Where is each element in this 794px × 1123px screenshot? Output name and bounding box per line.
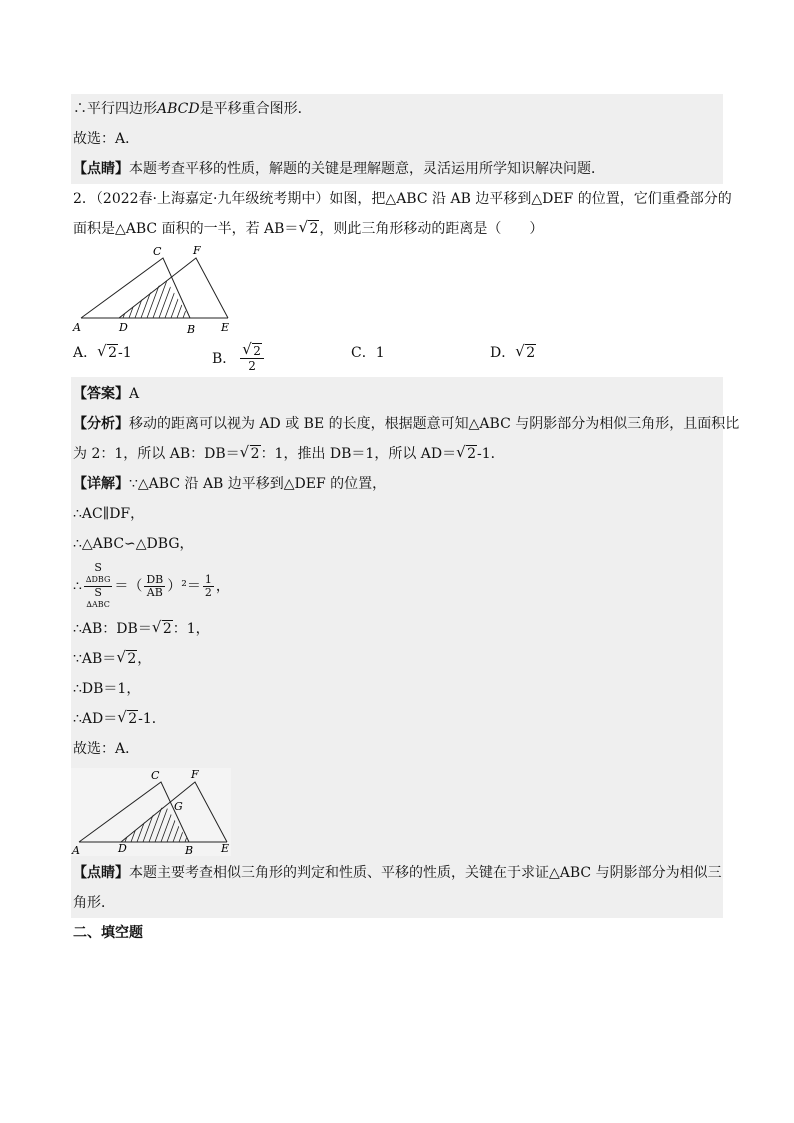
comment-line-2: 角形．: [71, 888, 723, 918]
label-D: D: [119, 321, 128, 334]
option-b-fraction: √ 2 2: [240, 344, 264, 373]
option-b: B． √ 2 2: [212, 344, 351, 373]
conclusion-line: [71, 94, 723, 124]
prev-answer-line: 故选：A．: [71, 124, 723, 154]
option-d: D．√ 2: [490, 344, 629, 373]
question-line-2-prefix: 面积是△ABC 面积的一半，若 AB＝: [73, 221, 299, 237]
half-fraction: $\frac{1}{2}$: [204, 573, 212, 599]
option-a: A．√ 2-1: [73, 344, 212, 373]
detail-line-5: ∴AB：DB＝√ 2：1，: [71, 614, 723, 644]
conclusion-italic: ABCD: [157, 101, 200, 117]
label-B: B: [187, 323, 196, 336]
option-d-sqrt: √ 2: [516, 344, 536, 362]
label-D: D: [118, 842, 127, 855]
label-B: B: [185, 844, 194, 856]
sqrt-symbol: √ 2: [299, 220, 319, 238]
detail-line-4: ∴ S ∆DBG S ∆ABC ＝（ $\frac{DB}{AB}$ ）²＝ $\frac{1}{2}$ ，: [71, 559, 723, 614]
label-E: E: [221, 321, 230, 334]
question-line-2-suffix: ，则此三角形移动的距离是（ ）: [319, 221, 544, 237]
comment-line-1: 【点睛】本题主要考查相似三角形的判定和性质、平移的性质，关键在于求证△ABC 与阴影部分为相似三: [71, 858, 723, 888]
comment-tag: 【点睛】: [73, 865, 129, 881]
page-content: [71, 94, 740, 948]
detail-line-6: ∵AB＝√ 2，: [71, 644, 723, 674]
option-c: C．1: [351, 345, 385, 361]
label-A: A: [72, 844, 80, 856]
analysis-line-2: 为 2：1，所以 AB：DB＝√ 2：1，推出 DB＝1，所以 AD＝√ 2-1．: [71, 439, 723, 469]
conclusion-suffix: 是平移重合图形．: [199, 101, 312, 117]
label-F: F: [193, 244, 201, 257]
answer-tag: 【答案】: [73, 386, 129, 402]
side-ratio-fraction: $\frac{DB}{AB}$: [146, 573, 164, 599]
answer-line: [71, 377, 723, 409]
label-C: C: [153, 245, 162, 258]
label-C: C: [151, 769, 160, 782]
options-row: [71, 336, 723, 377]
label-E: E: [221, 842, 230, 855]
option-a-sqrt: √ 2: [98, 344, 118, 362]
detail-line-7: ∴DB＝1，: [71, 674, 723, 704]
detail-line-3: ∴△ABC∽△DBG，: [71, 529, 723, 559]
label-A: A: [73, 321, 81, 334]
figure-triangles-1: [71, 244, 241, 336]
question-line-1: 2．（2022春·上海嘉定·九年级统考期中）如图，把△ABC 沿 AB 边平移到△DEF 的位置，它们重叠部分的: [73, 191, 732, 207]
answer-text: A: [129, 386, 140, 402]
prev-comment-tag: 【点睛】: [73, 161, 129, 177]
figure-triangles-2: [71, 768, 231, 856]
detail-tag: 【详解】: [73, 476, 129, 492]
analysis-line-1: 【分析】移动的距离可以视为 AD 或 BE 的长度，根据题意可知△ABC 与阴影部分为相似三角形，且面积比: [71, 409, 723, 439]
conclusion-prefix: ∴平行四边形: [73, 101, 157, 117]
label-F: F: [191, 768, 199, 781]
question-line-2: [71, 214, 723, 244]
analysis-tag: 【分析】: [73, 416, 129, 432]
prev-comment-line: [71, 154, 723, 184]
figure-2-container: [71, 764, 723, 858]
section-heading: 二、填空题: [73, 925, 143, 941]
detail-line-2: ∴AC∥DF，: [71, 499, 723, 529]
detail-line-9: 故选：A．: [71, 734, 723, 764]
detail-line-1: 【详解】∵△ABC 沿 AB 边平移到△DEF 的位置，: [71, 469, 723, 499]
prev-comment-text: 本题考查平移的性质，解题的关键是理解题意，灵活运用所学知识解决问题．: [129, 161, 605, 177]
label-G: G: [174, 800, 183, 813]
area-ratio-fraction: S ∆DBG S ∆ABC: [85, 561, 111, 609]
detail-line-8: ∴AD＝√ 2-1．: [71, 704, 723, 734]
